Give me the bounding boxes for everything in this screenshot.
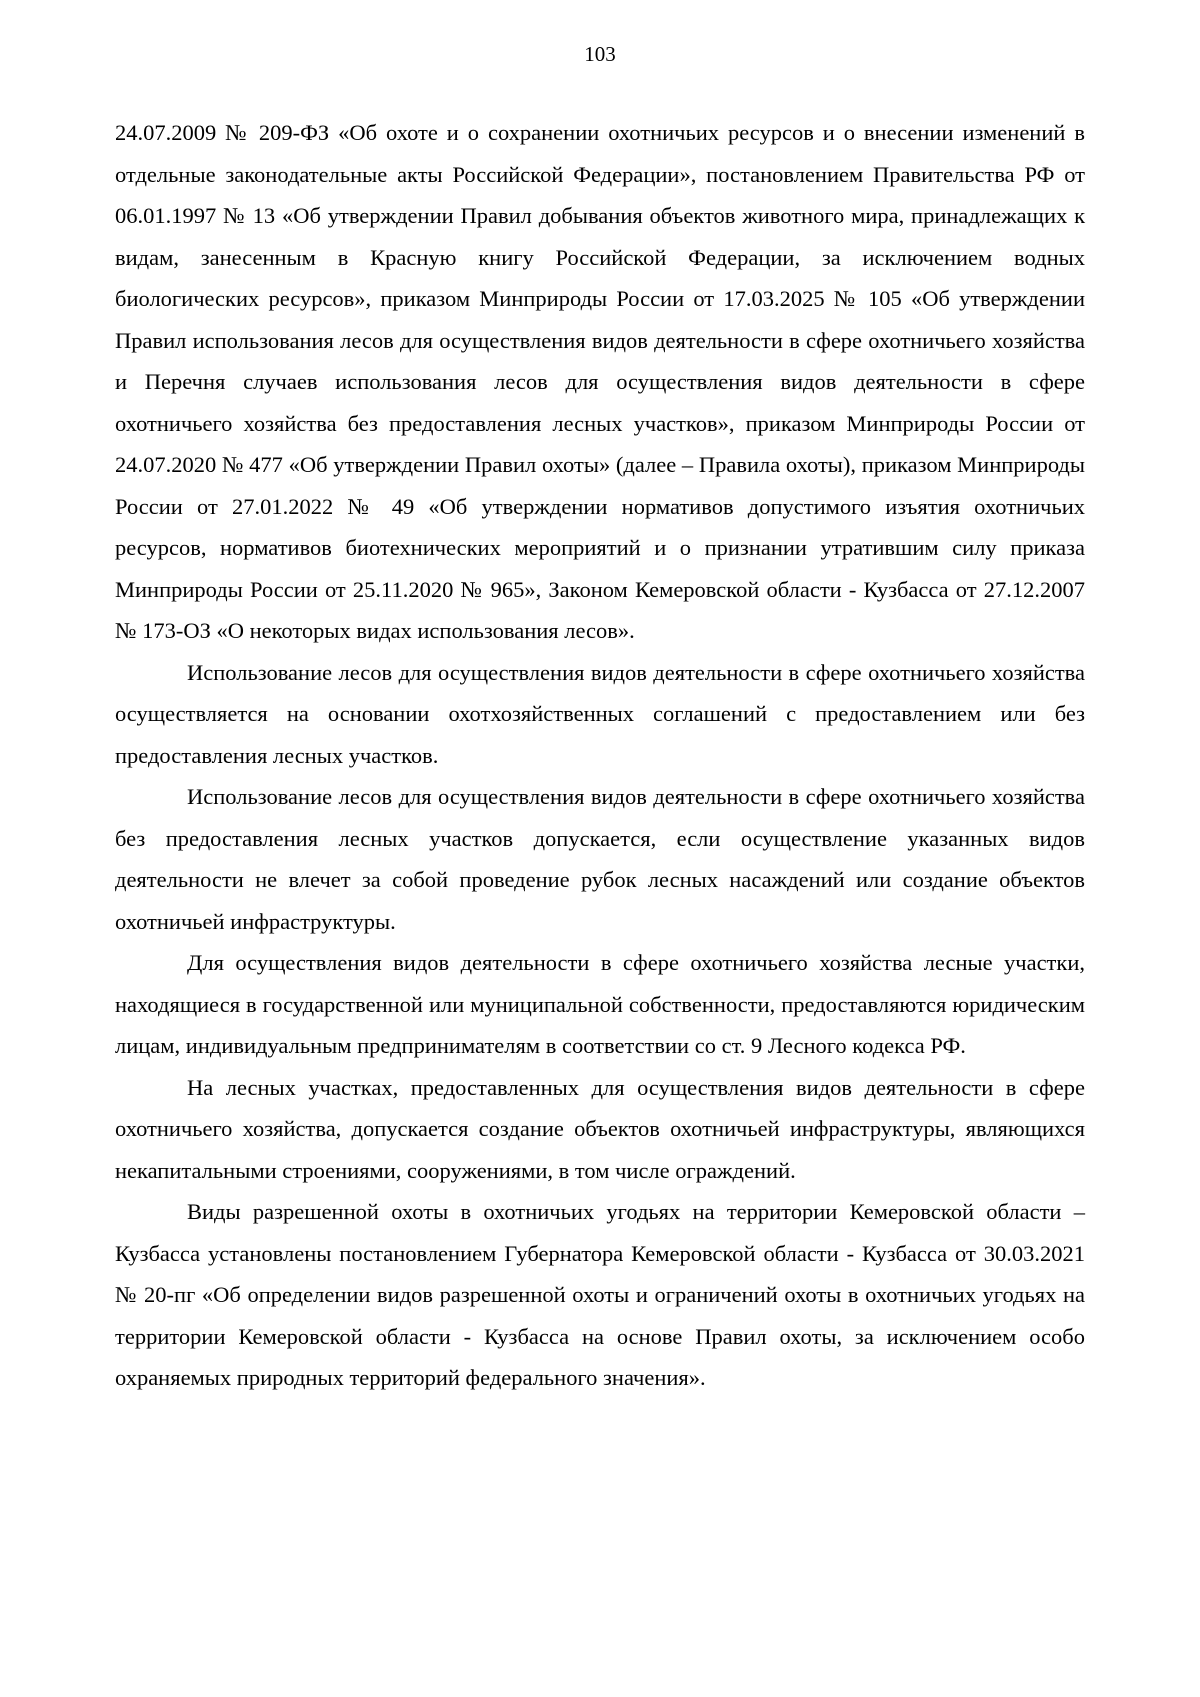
page-number: 103 xyxy=(584,42,616,66)
paragraph: 24.07.2009 № 209-ФЗ «Об охоте и о сохранении охотничьих ресурсов и о внесении изменений в отдельные законодательные акты Российской Федерации», постановлением Правительства РФ от 06.01.1997 № 13 «Об утверждении Правил добывания объектов животного мира, принадлежащих к видам, занесенным в Красную книгу Российской Федерации, за исключением водных биологических ресурсов», приказом Минприроды России от 17.03.2025 № 105 «Об утверждении Правил использования лесов для осуществления видов деятельности в сфере охотничьего хозяйства и Перечня случаев использования лесов для осуществления видов деятельности в сфере охотничьего хозяйства без предоставления лесных участков», приказом Минприроды России от 24.07.2020 № 477 «Об утверждении Правил охоты» (далее – Правила охоты), приказом Минприроды России от 27.01.2022 № 49 «Об утверждении нормативов допустимого изъятия охотничьих ресурсов, нормативов биотехнических мероприятий и о признании утратившим силу приказа Минприроды России от 25.11.2020 № 965», Законом Кемеровской области - Кузбасса от 27.12.2007 № 173-ОЗ «О некоторых видах использования лесов». xyxy=(115,120,1085,643)
document-body xyxy=(115,112,1085,1399)
paragraph: Виды разрешенной охоты в охотничьих угодьях на территории Кемеровской области – Кузбасса установлены постановлением Губернатора Кемеровской области - Кузбасса от 30.03.2021 № 20-пг «Об определении видов разрешенной охоты и ограничений охоты в охотничьих угодьях на территории Кемеровской области - Кузбасса на основе Правил охоты, за исключением особо охраняемых природных территорий федерального значения». xyxy=(115,1199,1085,1390)
paragraph: Использование лесов для осуществления видов деятельности в сфере охотничьего хозяйства осуществляется на основании охотхозяйственных соглашений с предоставлением или без предоставления лесных участков. xyxy=(115,659,1085,768)
paragraph: Использование лесов для осуществления видов деятельности в сфере охотничьего хозяйства без предоставления лесных участков допускается, если осуществление указанных видов деятельности не влечет за собой проведение рубок лесных насаждений или создание объектов охотничьей инфраструктуры. xyxy=(115,784,1085,934)
paragraph: На лесных участках, предоставленных для осуществления видов деятельности в сфере охотничьего хозяйства, допускается создание объектов охотничьей инфраструктуры, являющихся некапитальными строениями, сооружениями, в том числе ограждений. xyxy=(115,1074,1085,1183)
paragraph: Для осуществления видов деятельности в сфере охотничьего хозяйства лесные участки, находящиеся в государственной или муниципальной собственности, предоставляются юридическим лицам, индивидуальным предпринимателям в соответствии со ст. 9 Лесного кодекса РФ. xyxy=(115,950,1085,1058)
